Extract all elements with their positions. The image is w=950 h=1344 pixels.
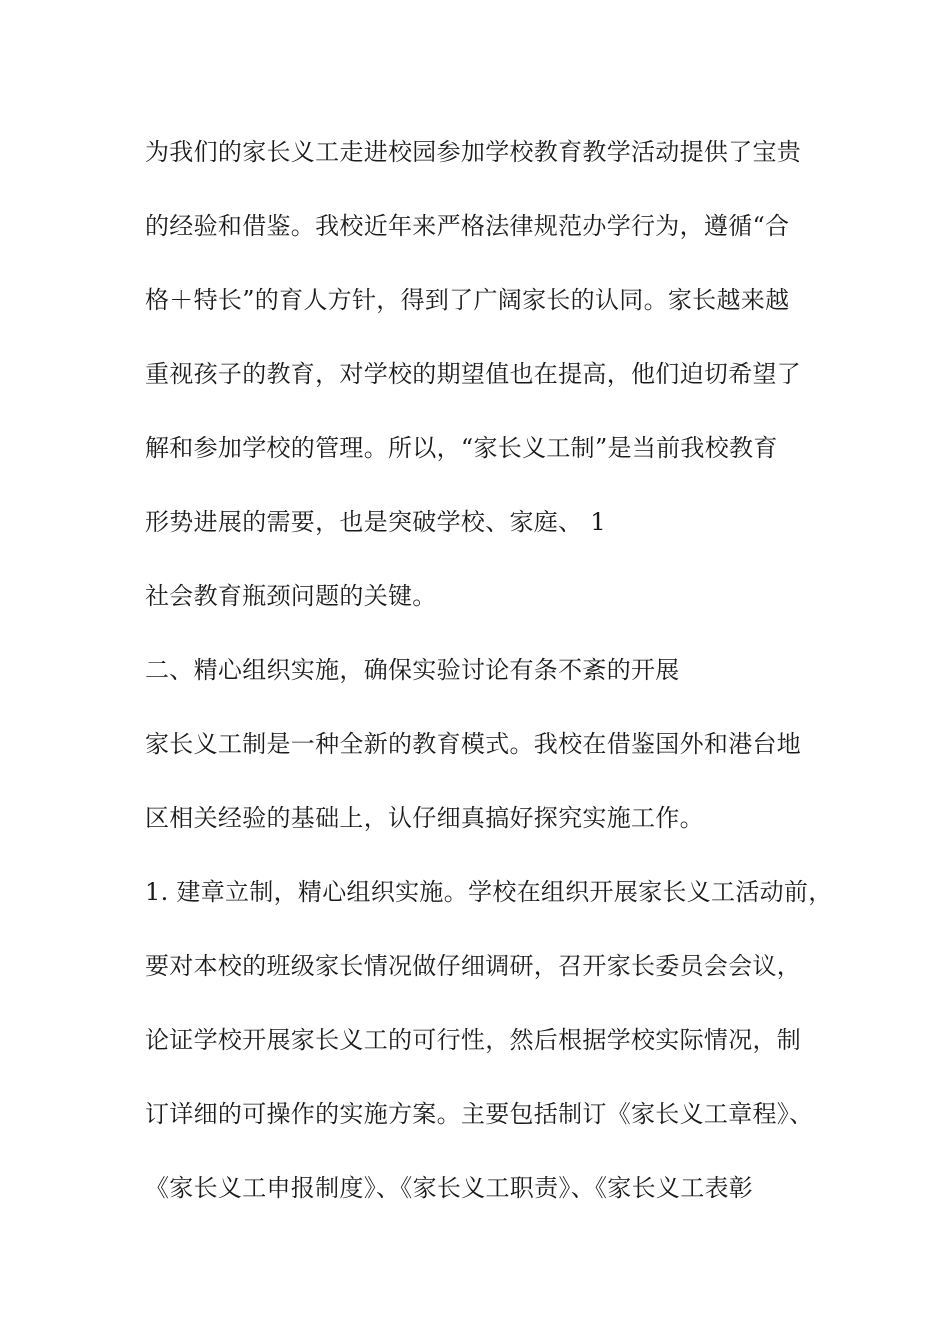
text-line-4: 重视孩子的教育，对学校的期望值也在提高，他们迫切希望了 (145, 360, 802, 388)
text-line-6: 形势进展的需要，也是突破学校、家庭、 1 (145, 508, 606, 536)
text-line-10: 区相关经验的基础上，认仔细真搞好探究实施工作。 (145, 804, 704, 832)
text-line-11: 1. 建章立制，精心组织实施。学校在组织开展家长义工活动前， (145, 878, 833, 906)
text-line-7: 社会教育瓶颈问题的关键。 (145, 582, 437, 610)
text-line-14: 订详细的可操作的实施方案。主要包括制订《家长义工章程》、 (145, 1100, 814, 1128)
text-line-1: 为我们的家长义工走进校园参加学校教育教学活动提供了宝贵 (145, 138, 802, 166)
text-line-13: 论证学校开展家长义工的可行性，然后根据学校实际情况，制 (145, 1026, 802, 1054)
text-line-15: 《家长义工申报制度》、《家长义工职责》、《家长义工表彰 (145, 1174, 754, 1202)
text-line-3: 格＋特长”的育人方针，得到了广阔家长的认同。家长越来越 (145, 286, 790, 314)
text-line-9: 家长义工制是一种全新的教育模式。我校在借鉴国外和港台地 (145, 730, 802, 758)
section-heading: 二、精心组织实施，确保实验讨论有条不紊的开展 (145, 656, 680, 684)
text-line-12: 要对本校的班级家长情况做仔细调研，召开家长委员会会议， (145, 952, 802, 980)
text-line-5: 解和参加学校的管理。所以，“家长义工制”是当前我校教育 (145, 434, 778, 462)
text-line-2: 的经验和借鉴。我校近年来严格法律规范办学行为，遵循“合 (145, 212, 790, 240)
